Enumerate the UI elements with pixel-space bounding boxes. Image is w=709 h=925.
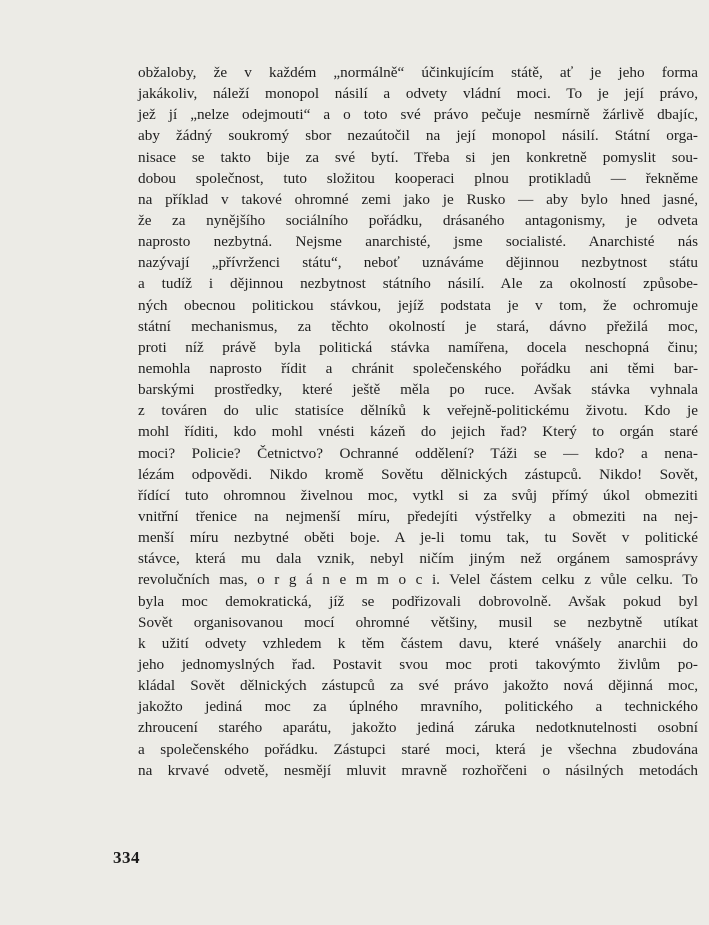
text-line: na krvavé odvetě, nesmějí mluvit mravně rozhořčeni o násilných metodách [138,761,698,779]
text-line: k užití odvety vzhledem k těm částem davu, které vnášely anarchii do [138,634,698,652]
text-line: naprosto nezbytná. Nejsme anarchisté, jsme socialisté. Anarchisté nás [138,233,698,251]
text-line: stávce, která mu dala vznik, nebyl ničím jiným než orgánem samosprávy [138,550,698,568]
text-line: jež jí „nelze odejmouti“ a o toto své právo pečuje nesmírně žárlivě dbajíc, [138,106,698,124]
text-line: že za nynějšího sociálního pořádku, drásaného antagonismy, je odveta [138,211,698,229]
text-line: kládal Sovět dělnických zástupců za své právo jakožto nová dějinná moc, [138,677,698,695]
text-line: na příklad v takové ohromné zemi jako je Rusko — aby bylo hned jasné, [138,190,698,208]
text-line: jeho jednomyslných řad. Postavit svou moc proti takovýmto živlům po- [138,655,698,673]
text-line: mohl říditi, kdo mohl vnésti kázeň do jejich řad? Který to orgán staré [138,423,698,441]
text-line: dobou společnost, tuto složitou kooperaci plnou protikladů — řekněme [138,169,698,187]
text-line: z továren do ulic statisíce dělníků k veřejně-politickému životu. Kdo je [138,402,698,420]
text-line: proti níž právě byla politická stávka namířena, docela neschopná činu; [138,338,698,356]
text-line: Sovět organisovanou mocí ohromné většiny, musil se nezbytně utíkat [138,613,698,631]
text-line: jakákoliv, náleží monopol násilí a odvety vládní moci. To je její právo, [138,85,698,103]
text-line: a společenského pořádku. Zástupci staré moci, která je všechna zbudována [138,740,698,758]
body-text [138,62,698,781]
text-line: aby žádný soukromý sbor nezaútočil na její monopol násilí. Státní orga- [138,127,698,145]
text-line: nemohla naprosto řídit a chránit společenského pořádku ani těmi bar- [138,359,698,377]
text-line: obžaloby, že v každém „normálně“ účinkujícím státě, ať je jeho forma [138,64,698,81]
text-line: menší míru nezbytné oběti boje. A je-li tomu tak, tu Sovět v politické [138,529,698,547]
text-line: jakožto jediná moc za úplného mravního, politického a technického [138,698,698,716]
text-line: vnitřní třenice na nejmenší míru, předejíti výstřelky a obmeziti na nej- [138,507,698,525]
text-line: a tudíž i dějinnou nezbytnost státního násilí. Ale za okolností způsobe- [138,275,698,293]
text-line: řídící tuto ohromnou živelnou moc, vytkl si za svůj přímý úkol obmeziti [138,486,698,504]
text-line: nazývají „přívrženci státu“, neboť uznáváme dějinnou nezbytnost státu [138,254,698,272]
text-line: lézám odpovědi. Nikdo kromě Sovětu dělnických zástupců. Nikdo! Sovět, [138,465,698,483]
text-line: ných obecnou politickou stávkou, jejíž podstata je v tom, že ochromuje [138,296,698,314]
text-line: byla moc demokratická, jíž se podřizovali dobrovolně. Avšak pokud byl [138,592,698,610]
text-line: barskými prostředky, které ještě měla po ruce. Avšak stávka vyhnala [138,381,698,399]
text-line: moci? Policie? Četnictvo? Ochranné oddělení? Táži se — kdo? a nena- [138,444,698,462]
text-line: státní mechanismus, za těchto okolností je stará, dávno přežilá moc, [138,317,698,335]
text-line: revolučních mas, o r g á n e m m o c i. Velel částem celku z vůle celku. To [138,571,698,589]
page-number: 334 [113,848,140,867]
text-line: zhroucení starého aparátu, jakožto jediná záruka nedotknutelnosti osobní [138,719,698,737]
text-line: nisace se takto bije za své bytí. Třeba si jen konkretně pomyslit sou- [138,148,698,166]
